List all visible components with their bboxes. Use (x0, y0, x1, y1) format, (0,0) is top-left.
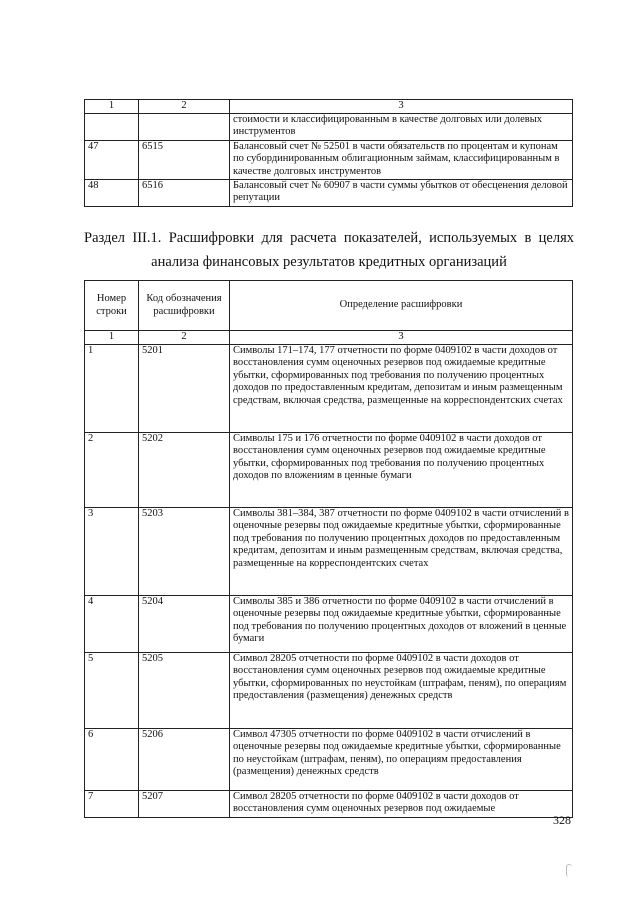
row-definition: Символы 175 и 176 отчетности по форме 0409102 в части доходов от восстановления сумм оценочных резервов под ожидаемые кредитные убытки, сформированных под требования по получению процентных доходов по вложениям в ценные бумаги (230, 432, 573, 507)
row-number: 1 (85, 344, 139, 432)
row-code: 5202 (139, 432, 230, 507)
row-code: 5206 (139, 728, 230, 790)
row-definition: стоимости и классифицированным в качестве долговых или долевых инструментов (230, 113, 573, 140)
decoding-table-subheader (85, 331, 573, 345)
section-title-line-2: анализа финансовых результатов кредитных организаций (151, 254, 507, 270)
header-cell: 3 (230, 100, 573, 114)
continuation-table (84, 99, 573, 207)
section-title-line-1: Раздел III.1. Расшифровки для расчета показателей, используемых в целях (84, 230, 574, 246)
row-definition: Символы 381–384, 387 отчетности по форме 0409102 в части отчислений в оценочные резервы под ожидаемые кредитные убытки, сформированные под требования по получению процентных доходов по предоставленным кредитам, депозитам и иным размещенным средствам, включая средства, размещенные на корреспондентских счетах (230, 507, 573, 595)
header-cell: 2 (139, 100, 230, 114)
row-definition: Символы 171–174, 177 отчетности по форме 0409102 в части доходов от восстановления сумм оценочных резервов под ожидаемые кредитные убытки, сформированных под требования по получению процентных доходов по предоставленным кредитам, депозитам и иным размещенным средствам, включая средства, размещенные на корреспондентских счетах (230, 344, 573, 432)
row-code: 5207 (139, 790, 230, 817)
row-code: 5201 (139, 344, 230, 432)
header-definition: Определение расшифровки (230, 281, 573, 331)
header-code: Код обозначения расшифровки (139, 281, 230, 331)
row-code: 5204 (139, 595, 230, 652)
table-row (85, 432, 573, 507)
row-code: 6515 (139, 140, 230, 179)
row-definition: Символ 28205 отчетности по форме 0409102 в части доходов от восстановления сумм оценочных резервов под ожидаемые кредитные убытки, сформированных по неустойкам (штрафам, пеням), по операциям предоставления (размещения) денежных средств (230, 652, 573, 728)
row-definition: Символы 385 и 386 отчетности по форме 0409102 в части отчислений в оценочные резервы под ожидаемые кредитные убытки, сформированные под требования по получению процентных доходов от вложений в ценные бумаги (230, 595, 573, 652)
table-row (85, 790, 573, 817)
continuation-table-header (85, 100, 573, 114)
table-row (85, 507, 573, 595)
row-number: 48 (85, 179, 139, 206)
row-number: 2 (85, 432, 139, 507)
header-cell: 1 (85, 100, 139, 114)
table-row (85, 652, 573, 728)
section-title (84, 226, 574, 274)
row-number: 7 (85, 790, 139, 817)
row-definition: Балансовый счет № 60907 в части суммы убытков от обесценения деловой репутации (230, 179, 573, 206)
row-number: 5 (85, 652, 139, 728)
row-number: 4 (85, 595, 139, 652)
header-row-number: Номер строки (85, 281, 139, 331)
row-number: 47 (85, 140, 139, 179)
table-row (85, 344, 573, 432)
table-row (85, 728, 573, 790)
decoding-table-header (85, 281, 573, 331)
row-code: 5205 (139, 652, 230, 728)
row-code: 5203 (139, 507, 230, 595)
table-row (85, 140, 573, 179)
decoding-table (84, 280, 573, 818)
row-number: 3 (85, 507, 139, 595)
row-definition: Балансовый счет № 52501 в части обязательств по процентам и купонам по субординированным облигационным займам, классифицированным в качестве долговых инструментов (230, 140, 573, 179)
row-definition: Символ 47305 отчетности по форме 0409102 в части отчислений в оценочные резервы под ожидаемые кредитные убытки, сформированные по неустойкам (штрафам, пеням), по операциям предоставления (размещения) денежных средств (230, 728, 573, 790)
subheader-cell: 2 (139, 331, 230, 345)
row-number (85, 113, 139, 140)
row-code: 6516 (139, 179, 230, 206)
page-number: 328 (553, 813, 571, 827)
row-number: 6 (85, 728, 139, 790)
subheader-cell: 1 (85, 331, 139, 345)
subheader-cell: 3 (230, 331, 573, 345)
table-row (85, 179, 573, 206)
table-row (85, 113, 573, 140)
row-definition: Символ 28205 отчетности по форме 0409102 в части доходов от восстановления сумм оценочных резервов под ожидаемые (230, 790, 573, 817)
scan-margin-mark (566, 864, 572, 877)
row-code (139, 113, 230, 140)
table-row (85, 595, 573, 652)
